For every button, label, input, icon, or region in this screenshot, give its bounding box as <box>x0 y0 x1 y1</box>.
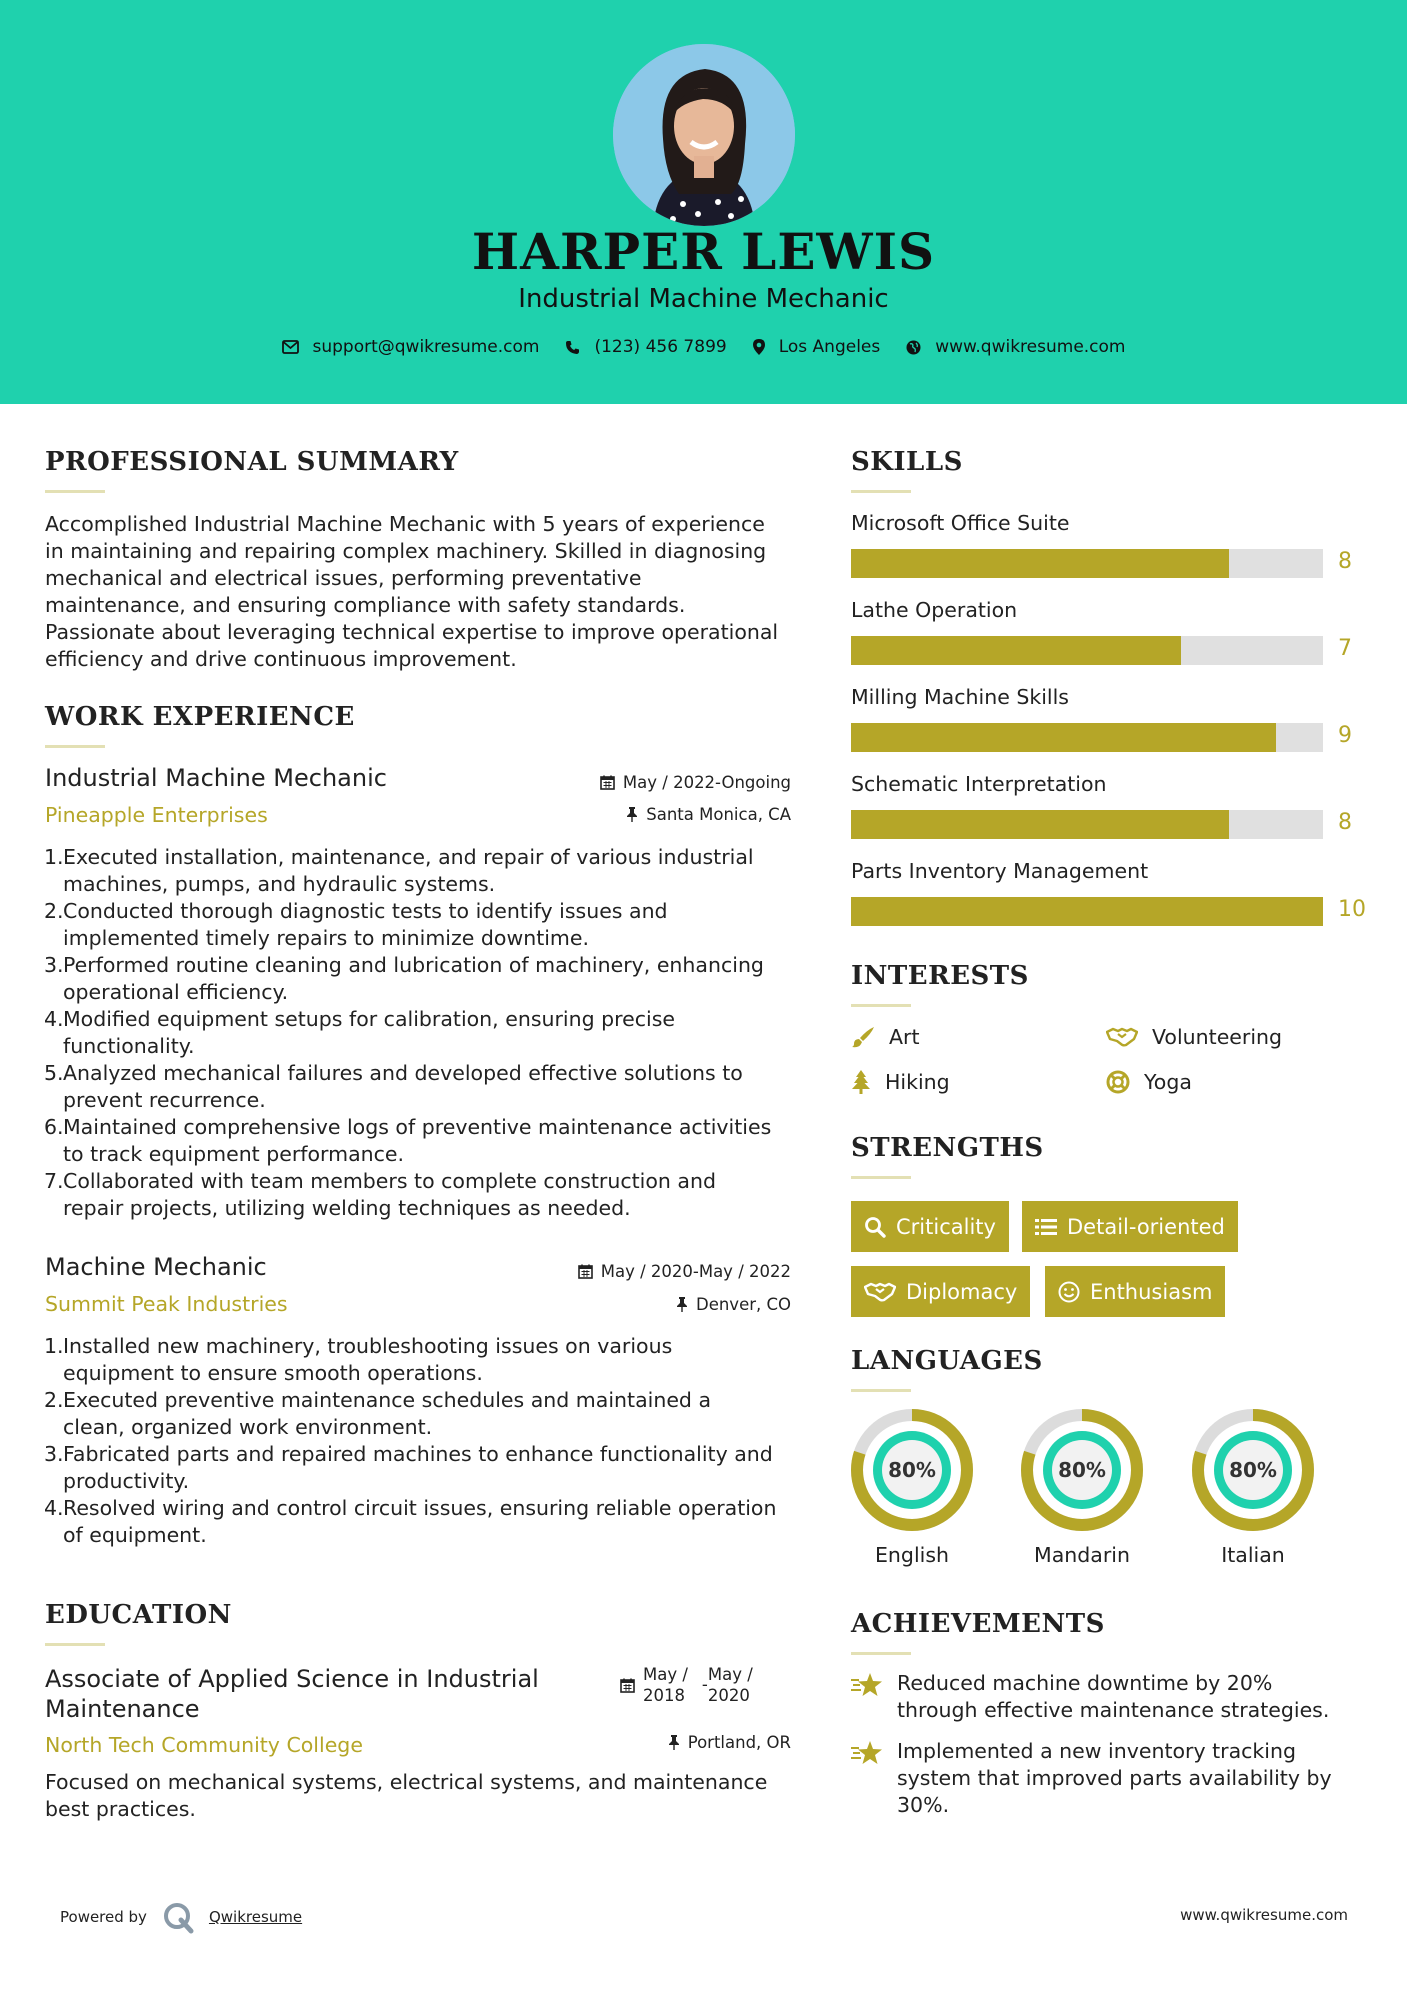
achievement-text <box>897 1670 1329 1724</box>
language-name: English <box>874 1543 950 1567</box>
contact-location <box>753 337 881 357</box>
list-item <box>45 1114 771 1168</box>
profile-photo <box>613 44 795 226</box>
list-line: functionality. <box>63 1034 195 1058</box>
education-underline <box>45 1643 105 1646</box>
interest-item-yoga <box>1106 1070 1192 1094</box>
strength-label: Enthusiasm <box>1090 1279 1213 1304</box>
tree-icon <box>851 1070 871 1094</box>
job-location <box>626 805 791 824</box>
phone-text: (123) 456 7899 <box>594 337 727 357</box>
contact-email[interactable] <box>282 337 540 357</box>
strengths-underline <box>851 1176 911 1179</box>
map-pin-icon <box>753 339 765 355</box>
list-number: 1. <box>44 1334 64 1358</box>
list-line: Performed routine cleaning and lubrication of machinery, enhancing <box>63 953 764 977</box>
education-end-year: 2020 <box>707 1686 750 1705</box>
list-number: 4. <box>44 1496 64 1520</box>
date-dash: - <box>701 1675 708 1694</box>
school-location <box>668 1733 791 1752</box>
list-line: equipment to ensure smooth operations. <box>63 1361 483 1385</box>
language-percent: 80% <box>1058 1458 1106 1482</box>
education-end <box>701 1664 753 1706</box>
skill-name: Schematic Interpretation <box>851 772 1107 796</box>
list-line: implemented timely repairs to minimize downtime. <box>63 926 590 950</box>
degree-line: Maintenance <box>45 1695 200 1723</box>
list-line: Executed preventive maintenance schedules and maintained a <box>63 1388 712 1412</box>
job-title: Industrial Machine Mechanic <box>45 764 387 792</box>
interest-item-art <box>851 1025 920 1049</box>
list-line: to track equipment performance. <box>63 1142 405 1166</box>
strengths-heading: STRENGTHS <box>851 1133 1044 1163</box>
language-donut <box>1021 1409 1143 1531</box>
strength-label: Criticality <box>896 1214 996 1239</box>
achievement-line: 30%. <box>897 1793 950 1817</box>
list-number: 5. <box>44 1061 64 1085</box>
job-dates <box>600 773 791 792</box>
strength-label: Diplomacy <box>906 1279 1018 1304</box>
achievements-underline <box>851 1652 911 1655</box>
education-desc-line: Focused on mechanical systems, electrical systems, and maintenance <box>45 1770 768 1794</box>
smile-icon <box>1058 1281 1080 1303</box>
skill-bar-fill <box>851 723 1276 752</box>
skill-bar-fill <box>851 897 1323 926</box>
skill-bar <box>851 723 1323 752</box>
education-desc-line: best practices. <box>45 1797 196 1821</box>
strength-tag-diplomacy <box>851 1266 1030 1317</box>
list-number: 6. <box>44 1115 64 1139</box>
list-item <box>45 1495 776 1549</box>
interest-item-volunteering <box>1106 1025 1282 1049</box>
skill-bar-fill <box>851 549 1229 578</box>
list-icon <box>1035 1218 1057 1236</box>
education-description <box>45 1769 767 1823</box>
list-line: Analyzed mechanical failures and developed effective solutions to <box>63 1061 743 1085</box>
skill-value: 8 <box>1338 549 1352 574</box>
globe-icon <box>906 340 921 355</box>
pushpin-icon <box>676 1297 688 1312</box>
summary-text <box>45 511 778 673</box>
language-name: Italian <box>1221 1543 1285 1567</box>
list-item <box>45 844 771 898</box>
achievement-line: system that improved parts availability by <box>897 1766 1332 1790</box>
star-icon <box>851 1672 883 1698</box>
job-location-text: Santa Monica, CA <box>646 805 791 824</box>
calendar-icon <box>600 775 615 790</box>
job-dates <box>578 1262 791 1281</box>
achievement-line: Implemented a new inventory tracking <box>897 1739 1297 1763</box>
interest-label: Yoga <box>1144 1070 1192 1094</box>
list-number: 3. <box>44 1442 64 1466</box>
list-line: Fabricated parts and repaired machines to enhance functionality and <box>63 1442 773 1466</box>
calendar-icon <box>620 1678 635 1693</box>
summary-line: maintenance, and ensuring compliance with safety standards. <box>45 593 686 617</box>
footer-powered-by <box>60 1900 302 1934</box>
list-line: operational efficiency. <box>63 980 289 1004</box>
skill-value: 10 <box>1338 897 1366 922</box>
list-line: Maintained comprehensive logs of preventive maintenance activities <box>63 1115 772 1139</box>
list-line: Conducted thorough diagnostic tests to identify issues and <box>63 899 668 923</box>
language-percent: 80% <box>1229 1458 1277 1482</box>
strength-tag-detail-oriented <box>1022 1201 1238 1252</box>
list-number: 1. <box>44 845 64 869</box>
list-line: of equipment. <box>63 1523 207 1547</box>
list-line: clean, organized work environment. <box>63 1415 433 1439</box>
list-item <box>45 952 771 1006</box>
list-line: repair projects, utilizing welding techniques as needed. <box>63 1196 631 1220</box>
job-location-text: Denver, CO <box>695 1295 791 1314</box>
achievement-text <box>897 1738 1332 1819</box>
skill-bar <box>851 897 1323 926</box>
summary-underline <box>45 490 105 493</box>
list-item <box>45 1333 776 1387</box>
list-item <box>45 1060 771 1114</box>
skill-bar <box>851 549 1323 578</box>
education-dates <box>620 1664 753 1706</box>
phone-icon <box>565 340 580 355</box>
interest-label: Art <box>889 1025 920 1049</box>
envelope-icon <box>282 340 299 354</box>
calendar-icon <box>578 1264 593 1279</box>
list-line: Resolved wiring and control circuit issues, ensuring reliable operation <box>63 1496 777 1520</box>
search-icon <box>864 1216 886 1238</box>
list-line: Modified equipment setups for calibration, ensuring precise <box>63 1007 675 1031</box>
experience-heading: WORK EXPERIENCE <box>45 702 355 732</box>
list-line: prevent recurrence. <box>63 1088 266 1112</box>
list-number: 3. <box>44 953 64 977</box>
degree-line: Associate of Applied Science in Industrial <box>45 1665 539 1693</box>
achievement-line: through effective maintenance strategies. <box>897 1698 1330 1722</box>
list-line: Installed new machinery, troubleshooting issues on various <box>63 1334 673 1358</box>
achievement-item <box>851 1738 1332 1819</box>
list-item <box>45 1441 776 1495</box>
qwikresume-link[interactable]: Qwikresume <box>208 1908 303 1926</box>
footer-website[interactable]: www.qwikresume.com <box>1180 1906 1348 1924</box>
education-start-year: 2018 <box>643 1686 685 1705</box>
star-icon <box>851 1740 883 1766</box>
company-name: Pineapple Enterprises <box>45 803 268 827</box>
skill-value: 9 <box>1338 723 1352 748</box>
skill-name: Microsoft Office Suite <box>851 511 1070 535</box>
location-text: Los Angeles <box>778 337 881 357</box>
skill-value: 7 <box>1338 636 1352 661</box>
school-location-text: Portland, OR <box>687 1733 791 1752</box>
interest-label: Volunteering <box>1152 1025 1283 1049</box>
candidate-name: HARPER LEWIS <box>471 222 936 281</box>
job-dates-text: May / 2022-Ongoing <box>622 773 791 792</box>
achievements-heading: ACHIEVEMENTS <box>851 1609 1105 1639</box>
contact-phone[interactable] <box>565 337 726 357</box>
language-name: Mandarin <box>1034 1543 1130 1567</box>
achievement-line: Reduced machine downtime by 20% <box>897 1671 1273 1695</box>
education-end-month: May / <box>707 1665 753 1684</box>
website-text: www.qwikresume.com <box>935 337 1126 357</box>
degree-title <box>45 1664 539 1724</box>
list-number: 4. <box>44 1007 64 1031</box>
handshake-icon <box>1106 1027 1138 1047</box>
skill-bar-fill <box>851 810 1229 839</box>
paintbrush-icon <box>851 1026 875 1048</box>
interests-underline <box>851 1004 911 1007</box>
languages-underline <box>851 1389 911 1392</box>
list-line: Executed installation, maintenance, and repair of various industrial <box>63 845 754 869</box>
job-title: Machine Mechanic <box>45 1253 267 1281</box>
summary-heading: PROFESSIONAL SUMMARY <box>45 447 459 477</box>
contact-website[interactable] <box>906 337 1125 357</box>
language-donut <box>1192 1409 1314 1531</box>
education-heading: EDUCATION <box>45 1600 232 1630</box>
job-duties-list <box>45 1333 776 1549</box>
education-start-month: May / <box>643 1665 688 1684</box>
summary-line: Accomplished Industrial Machine Mechanic with 5 years of experience <box>45 512 765 536</box>
strength-label: Detail-oriented <box>1067 1214 1225 1239</box>
list-number: 7. <box>44 1169 64 1193</box>
skill-name: Milling Machine Skills <box>851 685 1069 709</box>
list-line: machines, pumps, and hydraulic systems. <box>63 872 496 896</box>
skill-name: Parts Inventory Management <box>851 859 1149 883</box>
achievement-item <box>851 1670 1329 1724</box>
pushpin-icon <box>626 807 638 822</box>
skills-heading: SKILLS <box>851 447 963 477</box>
education-start <box>643 1664 688 1706</box>
skills-underline <box>851 490 911 493</box>
skill-value: 8 <box>1338 810 1352 835</box>
qwikresume-logo-icon <box>161 1900 195 1934</box>
summary-line: mechanical and electrical issues, performing preventative <box>45 566 642 590</box>
experience-underline <box>45 745 105 748</box>
strength-tag-criticality <box>851 1201 1009 1252</box>
strength-tag-enthusiasm <box>1045 1266 1225 1317</box>
list-number: 2. <box>44 1388 64 1412</box>
languages-heading: LANGUAGES <box>851 1346 1043 1376</box>
candidate-title: Industrial Machine Mechanic <box>518 284 889 314</box>
skill-bar-fill <box>851 636 1181 665</box>
contact-bar <box>0 337 1407 357</box>
list-item <box>45 898 771 952</box>
job-duties-list <box>45 844 771 1222</box>
skill-name: Lathe Operation <box>851 598 1018 622</box>
list-item <box>45 1006 771 1060</box>
school-name: North Tech Community College <box>45 1733 363 1757</box>
list-line: Collaborated with team members to complete construction and <box>63 1169 716 1193</box>
language-percent: 80% <box>888 1458 936 1482</box>
list-number: 2. <box>44 899 64 923</box>
company-name: Summit Peak Industries <box>45 1292 288 1316</box>
list-item <box>45 1168 771 1222</box>
skill-bar <box>851 636 1323 665</box>
summary-line: in maintaining and repairing complex machinery. Skilled in diagnosing <box>45 539 767 563</box>
summary-line: efficiency and drive continuous improvement. <box>45 647 517 671</box>
job-dates-text: May / 2020-May / 2022 <box>600 1262 791 1281</box>
pushpin-icon <box>668 1735 680 1750</box>
job-location <box>676 1295 791 1314</box>
list-item <box>45 1387 776 1441</box>
list-line: productivity. <box>63 1469 190 1493</box>
handshake-icon <box>864 1282 896 1302</box>
interest-item-hiking <box>851 1070 950 1094</box>
summary-line: Passionate about leveraging technical expertise to improve operational <box>45 620 779 644</box>
interests-heading: INTERESTS <box>851 961 1029 991</box>
resume-header <box>0 0 1407 404</box>
skill-bar <box>851 810 1323 839</box>
interest-label: Hiking <box>885 1070 950 1094</box>
lifebuoy-icon <box>1106 1070 1130 1094</box>
email-text: support@qwikresume.com <box>312 337 540 357</box>
powered-by-label: Powered by <box>60 1908 147 1926</box>
language-donut <box>851 1409 973 1531</box>
